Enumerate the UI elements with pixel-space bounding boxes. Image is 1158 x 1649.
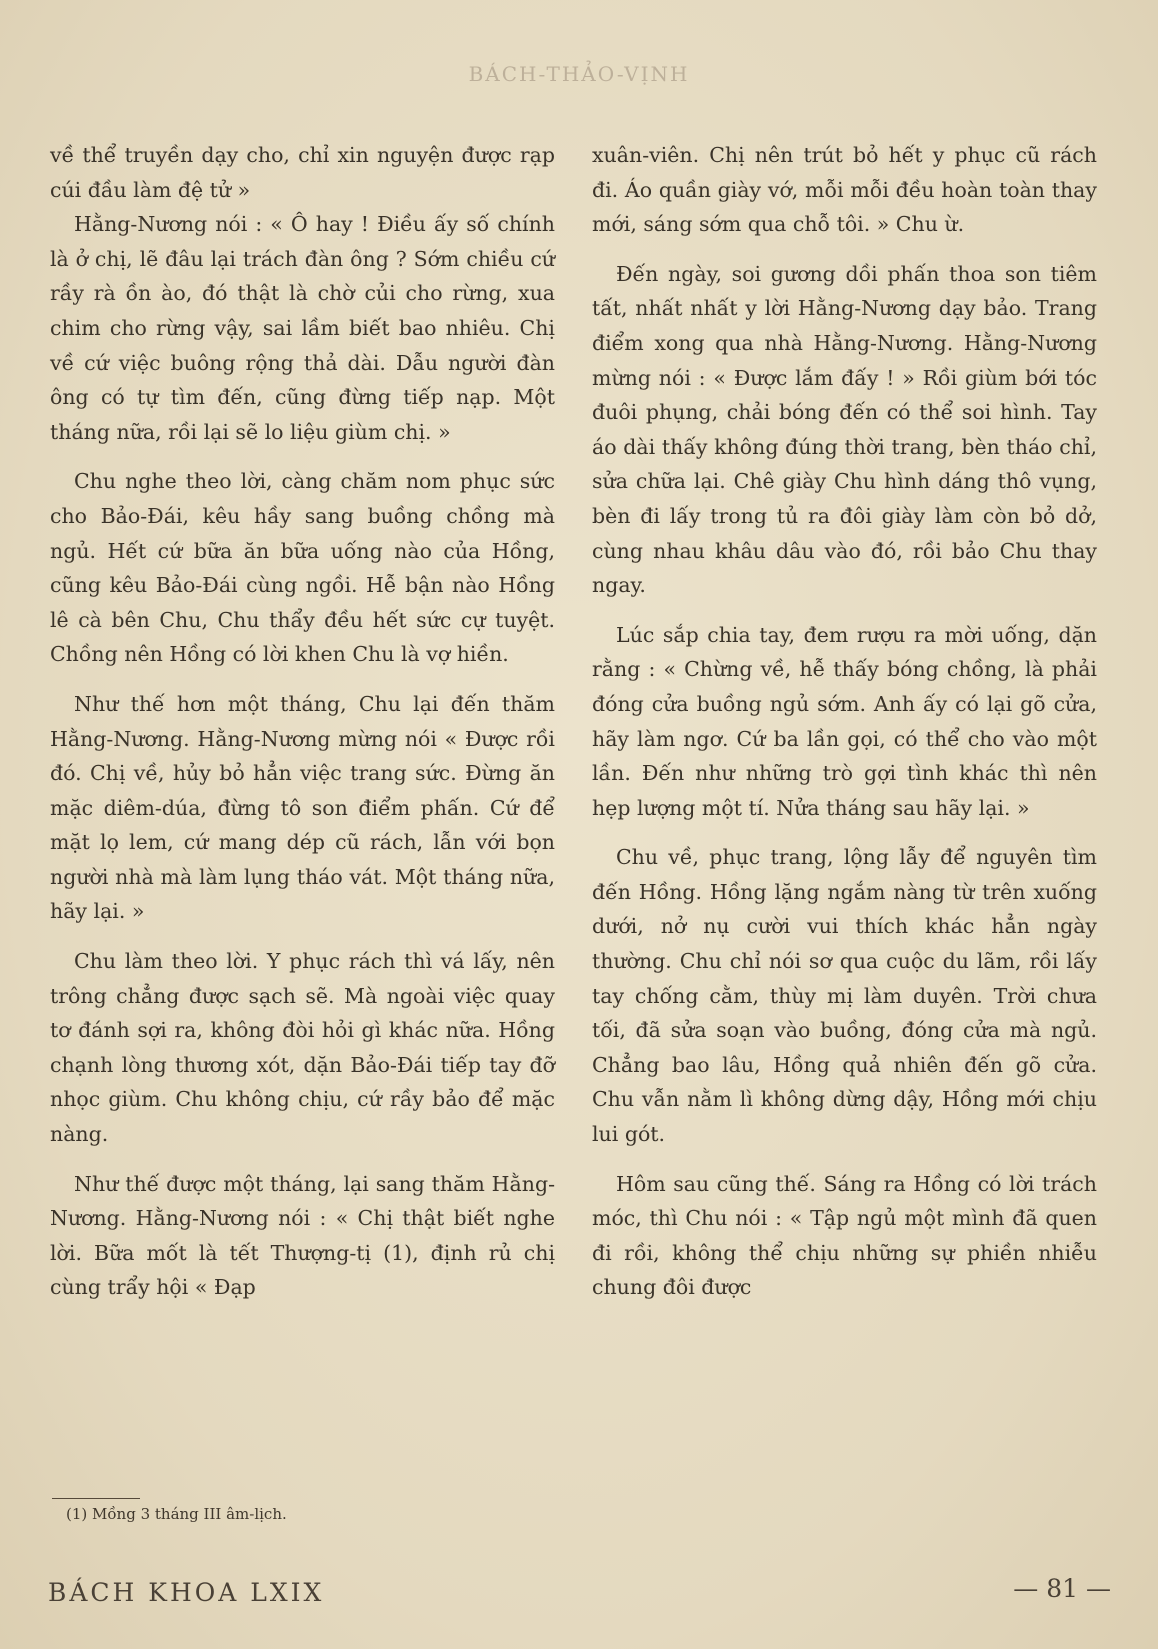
- left-paragraph-1: về thể truyền dạy cho, chỉ xin nguyện được rạp cúi đầu làm đệ tử »: [50, 143, 555, 202]
- left-paragraph-4: Như thế hơn một tháng, Chu lại đến thăm Hằng-Nương. Hằng-Nương mừng nói « Được rồi đó. Chị về, hủy bỏ hẳn việc trang sức. Đừng ăn mặc diêm-dúa, đừng tô son điểm phấn. Cứ để mặt lọ lem, cứ mang dép cũ rách, lẫn với bọn người nhà mà làm lụng tháo vát. Một tháng nữa, hãy lại. »: [50, 691, 555, 924]
- left-paragraph-3: Chu nghe theo lời, càng chăm nom phục sức cho Bảo-Đái, kêu hầy sang buồng chồng mà ngủ. Hết cứ bữa ăn bữa uống nào của Hồng, cũng kêu Bảo-Đái cùng ngồi. Hễ bận nào Hồng lê cà bên Chu, Chu thẩy đều hết sức cự tuyệt. Chồng nên Hồng có lời khen Chu là vợ hiền.: [50, 469, 555, 667]
- page-number: — 81 —: [1013, 1574, 1111, 1603]
- running-head: BÁCH-THẢO-VỊNH: [468, 62, 690, 86]
- right-paragraph-1: xuân-viên. Chị nên trút bỏ hết y phục cũ rách đi. Áo quần giày vớ, mỗi mỗi đều hoàn toàn thay mới, sáng sớm qua chỗ tôi. » Chu ừ.: [592, 143, 1097, 237]
- right-paragraph-2: Đến ngày, soi gương dồi phấn thoa son tiêm tất, nhất nhất y lời Hằng-Nương dạy bảo. Trang điểm xong qua nhà Hằng-Nương. Hằng-Nương mừng nói : « Được lắm đấy ! » Rồi giùm bới tóc đuôi phụng, chải bóng đến có thể soi hình. Tay áo dài thấy không đúng thời trang, bèn tháo chỉ, sửa chữa lại. Chê giày Chu hình dáng thô vụng, bèn đi lấy trong tủ ra đôi giày làm còn bỏ dở, cùng nhau khâu dâu vào đó, rồi bảo Chu thay ngay.: [592, 261, 1097, 598]
- footnote: (1) Mồng 3 tháng III âm-lịch.: [66, 1505, 287, 1523]
- left-column: [50, 138, 555, 1305]
- right-paragraph-5: Hôm sau cũng thế. Sáng ra Hồng có lời trách móc, thì Chu nói : « Tập ngủ một mình đã quen đi rồi, không thể chịu những sự phiền nhiễu chung đôi được: [592, 1171, 1097, 1300]
- left-paragraph-5: Chu làm theo lời. Y phục rách thì vá lấy, nên trông chẳng được sạch sẽ. Mà ngoài việc quay tơ đánh sợi ra, không đòi hỏi gì khác nữa. Hồng chạnh lòng thương xót, dặn Bảo-Đái tiếp tay đỡ nhọc giùm. Chu không chịu, cứ rầy bảo để mặc nàng.: [50, 949, 555, 1147]
- right-column: [592, 138, 1097, 1305]
- left-paragraph-6: Như thế được một tháng, lại sang thăm Hằng-Nương. Hằng-Nương nói : « Chị thật biết nghe lời. Bữa mốt là tết Thượng-tị (1), định rủ chị cùng trẩy hội « Đạp: [50, 1171, 555, 1300]
- footnote-rule: [52, 1498, 140, 1499]
- publication-title: BÁCH KHOA LXIX: [48, 1578, 325, 1607]
- right-paragraph-3: Lúc sắp chia tay, đem rượu ra mời uống, dặn rằng : « Chừng về, hễ thấy bóng chồng, là phải đóng cửa buồng ngủ sớm. Anh ấy có lại gõ cửa, hãy làm ngơ. Cứ ba lần gọi, có thể cho vào một lần. Đến như những trò gợi tình khác thì nên hẹp lượng một tí. Nửa tháng sau hãy lại. »: [592, 622, 1097, 820]
- left-paragraph-2: Hằng-Nương nói : « Ô hay ! Điều ấy số chính là ở chị, lẽ đâu lại trách đàn ông ? Sớm chiều cứ rầy rà ồn ào, đó thật là chờ củi cho rừng, xua chim cho rừng vậy, sai lầm biết bao nhiêu. Chị về cứ việc buông rộng thả dài. Dẫu người đàn ông có tự tìm đến, cũng đừng tiếp nạp. Một tháng nữa, rồi lại sẽ lo liệu giùm chị. »: [50, 212, 555, 444]
- right-paragraph-4: Chu về, phục trang, lộng lẫy để nguyên tìm đến Hồng. Hồng lặng ngắm nàng từ trên xuống dưới, nở nụ cười vui thích khác hẳn ngày thường. Chu chỉ nói sơ qua cuộc du lãm, rồi lấy tay chống cằm, thùy mị làm duyên. Trời chưa tối, đã sửa soạn vào buồng, đóng cửa mà ngủ. Chẳng bao lâu, Hồng quả nhiên đến gõ cửa. Chu vẫn nằm lì không dừng dậy, Hồng mới chịu lui gót.: [592, 845, 1097, 1147]
